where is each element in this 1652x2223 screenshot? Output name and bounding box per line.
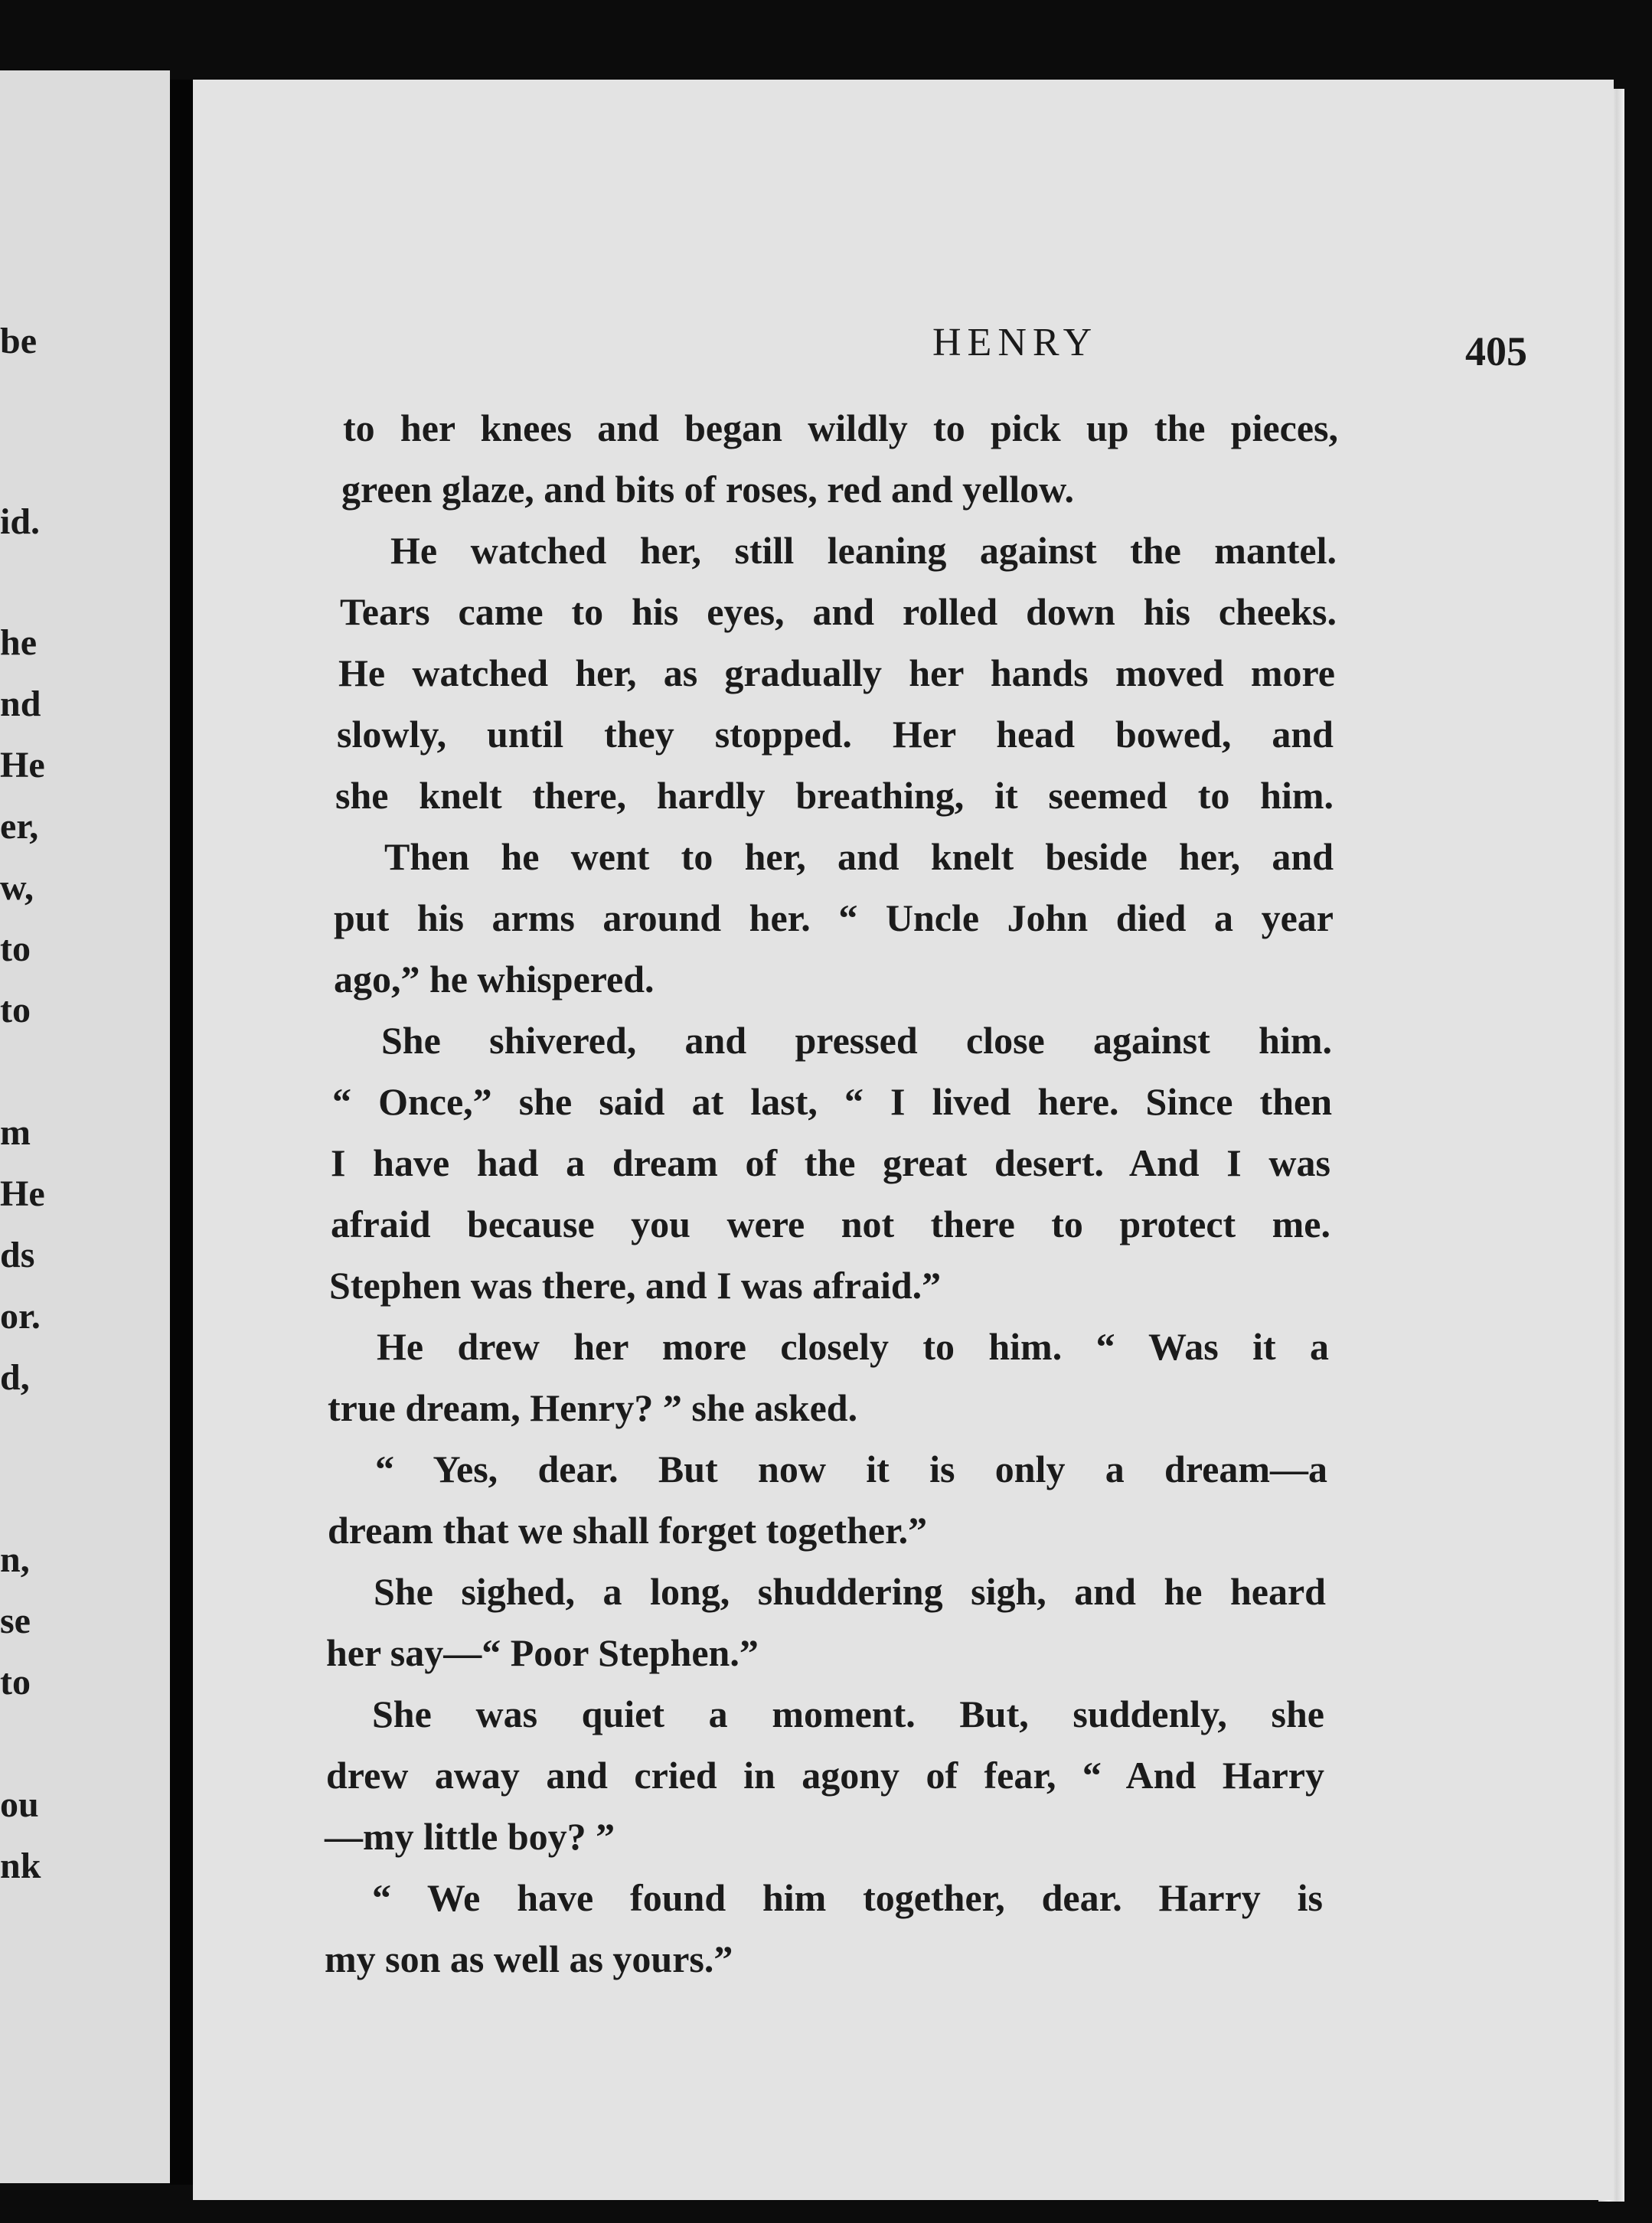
text-line: Then he went to her, and knelt beside her, and <box>384 835 1334 878</box>
left-page-fragment: he <box>0 622 37 663</box>
text-line: drew away and cried in agony of fear, “ And Harry <box>326 1754 1324 1797</box>
running-head: HENRY <box>932 321 1099 364</box>
text-line: ago,” he whispered. <box>334 958 655 1001</box>
text-line: “ Once,” she said at last, “ I lived here. Since then <box>332 1080 1332 1123</box>
text-line: her say—“ Poor Stephen.” <box>326 1631 759 1674</box>
text-line: Tears came to his eyes, and rolled down his cheeks. <box>340 590 1337 633</box>
page-number: 405 <box>1465 328 1527 374</box>
left-page-fragment: to <box>0 929 31 969</box>
left-page-fragment: d, <box>0 1357 30 1398</box>
text-line: green glaze, and bits of roses, red and yellow. <box>341 468 1074 511</box>
left-page-fragment: id. <box>0 501 41 542</box>
text-line: dream that we shall forget together.” <box>328 1509 928 1552</box>
left-page-fragment: ou <box>0 1784 39 1825</box>
left-page-fragment: nd <box>0 684 41 724</box>
text-line: Stephen was there, and I was afraid.” <box>329 1264 942 1307</box>
text-line: She was quiet a moment. But, suddenly, she <box>372 1693 1324 1735</box>
left-page-fragment: m <box>0 1112 31 1153</box>
text-line: I have had a dream of the great desert. And I was <box>331 1141 1330 1184</box>
book-gutter <box>170 80 193 2185</box>
text-line: to her knees and began wildly to pick up the pieces, <box>343 406 1338 449</box>
text-line: —my little boy? ” <box>325 1815 615 1858</box>
text-line: He watched her, still leaning against the mantel. <box>390 529 1337 572</box>
text-line: true dream, Henry? ” she asked. <box>328 1386 858 1429</box>
left-page-fragment: se <box>0 1601 31 1641</box>
text-line: “ We have found him together, dear. Harry is <box>372 1876 1323 1919</box>
left-page-fragment: to <box>0 990 31 1030</box>
text-line: She shivered, and pressed close against him. <box>381 1019 1332 1062</box>
left-page-fragment: n, <box>0 1539 30 1580</box>
left-page <box>0 70 170 2183</box>
left-page-fragment: nk <box>0 1846 41 1886</box>
text-line: afraid because you were not there to protect me. <box>331 1203 1330 1245</box>
text-line: slowly, until they stopped. Her head bowed, and <box>337 713 1334 756</box>
text-line: put his arms around her. “ Uncle John died a year <box>334 896 1334 939</box>
left-page-fragment: w, <box>0 867 34 908</box>
text-line: He drew her more closely to him. “ Was it a <box>377 1325 1329 1368</box>
left-page-fragment: ds <box>0 1235 35 1275</box>
left-page-fragment: He <box>0 1174 45 1214</box>
text-line: She sighed, a long, shuddering sigh, and he heard <box>374 1570 1326 1613</box>
left-page-fragment: He <box>0 745 45 785</box>
left-page-fragment: er, <box>0 806 39 847</box>
left-page-fragment: to <box>0 1662 31 1702</box>
text-line: she knelt there, hardly breathing, it seemed to him. <box>335 774 1334 817</box>
text-line: my son as well as yours.” <box>325 1937 733 1980</box>
left-page-fragment: be <box>0 321 37 361</box>
left-page-fragment: or. <box>0 1296 41 1337</box>
text-line: “ Yes, dear. But now it is only a dream—a <box>375 1448 1327 1490</box>
text-line: He watched her, as gradually her hands moved more <box>338 651 1335 694</box>
right-page <box>193 80 1614 2200</box>
